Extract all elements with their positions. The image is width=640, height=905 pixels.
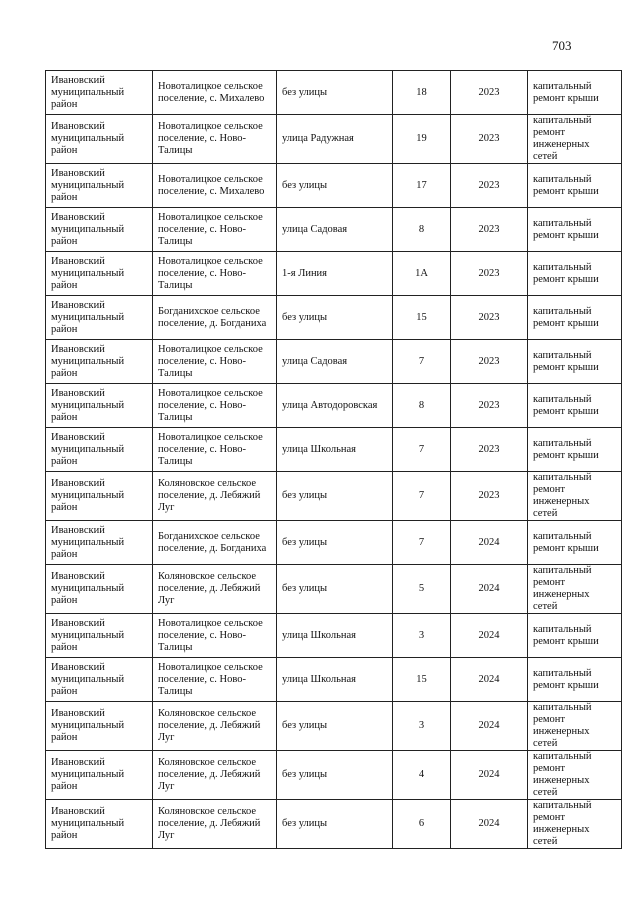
house-number-cell: 17 <box>393 164 451 208</box>
year-cell: 2024 <box>451 800 528 849</box>
district-cell: Ивановский муниципальный район <box>46 296 153 340</box>
year-cell: 2024 <box>451 702 528 751</box>
settlement-cell: Новоталицкое сельское поселение, с. Ново-Талицы <box>153 252 277 296</box>
table-row <box>46 252 622 296</box>
settlement-cell: Новоталицкое сельское поселение, с. Михалево <box>153 71 277 115</box>
table-row <box>46 428 622 472</box>
house-number-cell: 7 <box>393 428 451 472</box>
district-cell: Ивановский муниципальный район <box>46 208 153 252</box>
street-cell: улица Школьная <box>277 658 393 702</box>
work-type-cell: капитальный ремонт инженерных сетей <box>528 800 622 849</box>
street-cell: улица Радужная <box>277 115 393 164</box>
settlement-cell: Новоталицкое сельское поселение, с. Ново-Талицы <box>153 384 277 428</box>
street-cell: улица Автодоровская <box>277 384 393 428</box>
table-row <box>46 340 622 384</box>
work-type-cell: капитальный ремонт инженерных сетей <box>528 751 622 800</box>
work-type-cell: капитальный ремонт крыши <box>528 252 622 296</box>
street-cell: без улицы <box>277 472 393 521</box>
house-number-cell: 4 <box>393 751 451 800</box>
work-type-cell: капитальный ремонт крыши <box>528 521 622 565</box>
house-number-cell: 3 <box>393 614 451 658</box>
year-cell: 2024 <box>451 751 528 800</box>
settlement-cell: Новоталицкое сельское поселение, с. Ново-Талицы <box>153 614 277 658</box>
house-number-cell: 7 <box>393 472 451 521</box>
settlement-cell: Новоталицкое сельское поселение, с. Ново-Талицы <box>153 115 277 164</box>
table-row <box>46 296 622 340</box>
settlement-cell: Богданихское сельское поселение, д. Богданиха <box>153 296 277 340</box>
table-row <box>46 702 622 751</box>
settlement-cell: Коляновское сельское поселение, д. Лебяжий Луг <box>153 565 277 614</box>
settlement-cell: Новоталицкое сельское поселение, с. Ново-Талицы <box>153 208 277 252</box>
house-number-cell: 3 <box>393 702 451 751</box>
district-cell: Ивановский муниципальный район <box>46 658 153 702</box>
district-cell: Ивановский муниципальный район <box>46 252 153 296</box>
table-row <box>46 472 622 521</box>
work-type-cell: капитальный ремонт крыши <box>528 164 622 208</box>
year-cell: 2024 <box>451 614 528 658</box>
work-type-cell: капитальный ремонт инженерных сетей <box>528 565 622 614</box>
year-cell: 2023 <box>451 296 528 340</box>
settlement-cell: Коляновское сельское поселение, д. Лебяжий Луг <box>153 800 277 849</box>
district-cell: Ивановский муниципальный район <box>46 384 153 428</box>
district-cell: Ивановский муниципальный район <box>46 565 153 614</box>
year-cell: 2023 <box>451 384 528 428</box>
work-type-cell: капитальный ремонт крыши <box>528 614 622 658</box>
street-cell: 1-я Линия <box>277 252 393 296</box>
street-cell: улица Школьная <box>277 428 393 472</box>
work-type-cell: капитальный ремонт крыши <box>528 384 622 428</box>
street-cell: без улицы <box>277 702 393 751</box>
house-number-cell: 19 <box>393 115 451 164</box>
table-row <box>46 164 622 208</box>
year-cell: 2024 <box>451 565 528 614</box>
repair-schedule-table <box>45 70 622 849</box>
work-type-cell: капитальный ремонт крыши <box>528 340 622 384</box>
house-number-cell: 6 <box>393 800 451 849</box>
table-row <box>46 115 622 164</box>
table-row <box>46 658 622 702</box>
district-cell: Ивановский муниципальный район <box>46 614 153 658</box>
work-type-cell: капитальный ремонт инженерных сетей <box>528 702 622 751</box>
year-cell: 2023 <box>451 472 528 521</box>
house-number-cell: 15 <box>393 658 451 702</box>
settlement-cell: Новоталицкое сельское поселение, с. Ново-Талицы <box>153 428 277 472</box>
table-row <box>46 521 622 565</box>
work-type-cell: капитальный ремонт крыши <box>528 296 622 340</box>
house-number-cell: 18 <box>393 71 451 115</box>
work-type-cell: капитальный ремонт крыши <box>528 208 622 252</box>
work-type-cell: капитальный ремонт крыши <box>528 428 622 472</box>
street-cell: улица Школьная <box>277 614 393 658</box>
house-number-cell: 5 <box>393 565 451 614</box>
page-number: 703 <box>552 38 572 53</box>
table-row <box>46 800 622 849</box>
year-cell: 2024 <box>451 658 528 702</box>
street-cell: без улицы <box>277 751 393 800</box>
district-cell: Ивановский муниципальный район <box>46 702 153 751</box>
house-number-cell: 8 <box>393 384 451 428</box>
settlement-cell: Новоталицкое сельское поселение, с. Ново-Талицы <box>153 340 277 384</box>
street-cell: улица Садовая <box>277 340 393 384</box>
street-cell: без улицы <box>277 71 393 115</box>
settlement-cell: Богданихское сельское поселение, д. Богданиха <box>153 521 277 565</box>
settlement-cell: Новоталицкое сельское поселение, с. Михалево <box>153 164 277 208</box>
year-cell: 2023 <box>451 428 528 472</box>
district-cell: Ивановский муниципальный район <box>46 472 153 521</box>
house-number-cell: 1А <box>393 252 451 296</box>
street-cell: без улицы <box>277 296 393 340</box>
district-cell: Ивановский муниципальный район <box>46 800 153 849</box>
district-cell: Ивановский муниципальный район <box>46 521 153 565</box>
table-row <box>46 751 622 800</box>
settlement-cell: Коляновское сельское поселение, д. Лебяжий Луг <box>153 472 277 521</box>
year-cell: 2023 <box>451 164 528 208</box>
settlement-cell: Коляновское сельское поселение, д. Лебяжий Луг <box>153 751 277 800</box>
year-cell: 2023 <box>451 252 528 296</box>
year-cell: 2023 <box>451 115 528 164</box>
table-row <box>46 384 622 428</box>
table-row <box>46 614 622 658</box>
district-cell: Ивановский муниципальный район <box>46 115 153 164</box>
work-type-cell: капитальный ремонт крыши <box>528 71 622 115</box>
street-cell: без улицы <box>277 800 393 849</box>
settlement-cell: Коляновское сельское поселение, д. Лебяжий Луг <box>153 702 277 751</box>
year-cell: 2024 <box>451 521 528 565</box>
district-cell: Ивановский муниципальный район <box>46 71 153 115</box>
house-number-cell: 15 <box>393 296 451 340</box>
district-cell: Ивановский муниципальный район <box>46 164 153 208</box>
house-number-cell: 7 <box>393 521 451 565</box>
house-number-cell: 8 <box>393 208 451 252</box>
street-cell: без улицы <box>277 565 393 614</box>
district-cell: Ивановский муниципальный район <box>46 751 153 800</box>
year-cell: 2023 <box>451 340 528 384</box>
street-cell: без улицы <box>277 164 393 208</box>
table-row <box>46 565 622 614</box>
work-type-cell: капитальный ремонт крыши <box>528 658 622 702</box>
table-row <box>46 71 622 115</box>
house-number-cell: 7 <box>393 340 451 384</box>
street-cell: без улицы <box>277 521 393 565</box>
work-type-cell: капитальный ремонт инженерных сетей <box>528 472 622 521</box>
work-type-cell: капитальный ремонт инженерных сетей <box>528 115 622 164</box>
year-cell: 2023 <box>451 71 528 115</box>
table-row <box>46 208 622 252</box>
street-cell: улица Садовая <box>277 208 393 252</box>
district-cell: Ивановский муниципальный район <box>46 340 153 384</box>
year-cell: 2023 <box>451 208 528 252</box>
settlement-cell: Новоталицкое сельское поселение, с. Ново-Талицы <box>153 658 277 702</box>
district-cell: Ивановский муниципальный район <box>46 428 153 472</box>
